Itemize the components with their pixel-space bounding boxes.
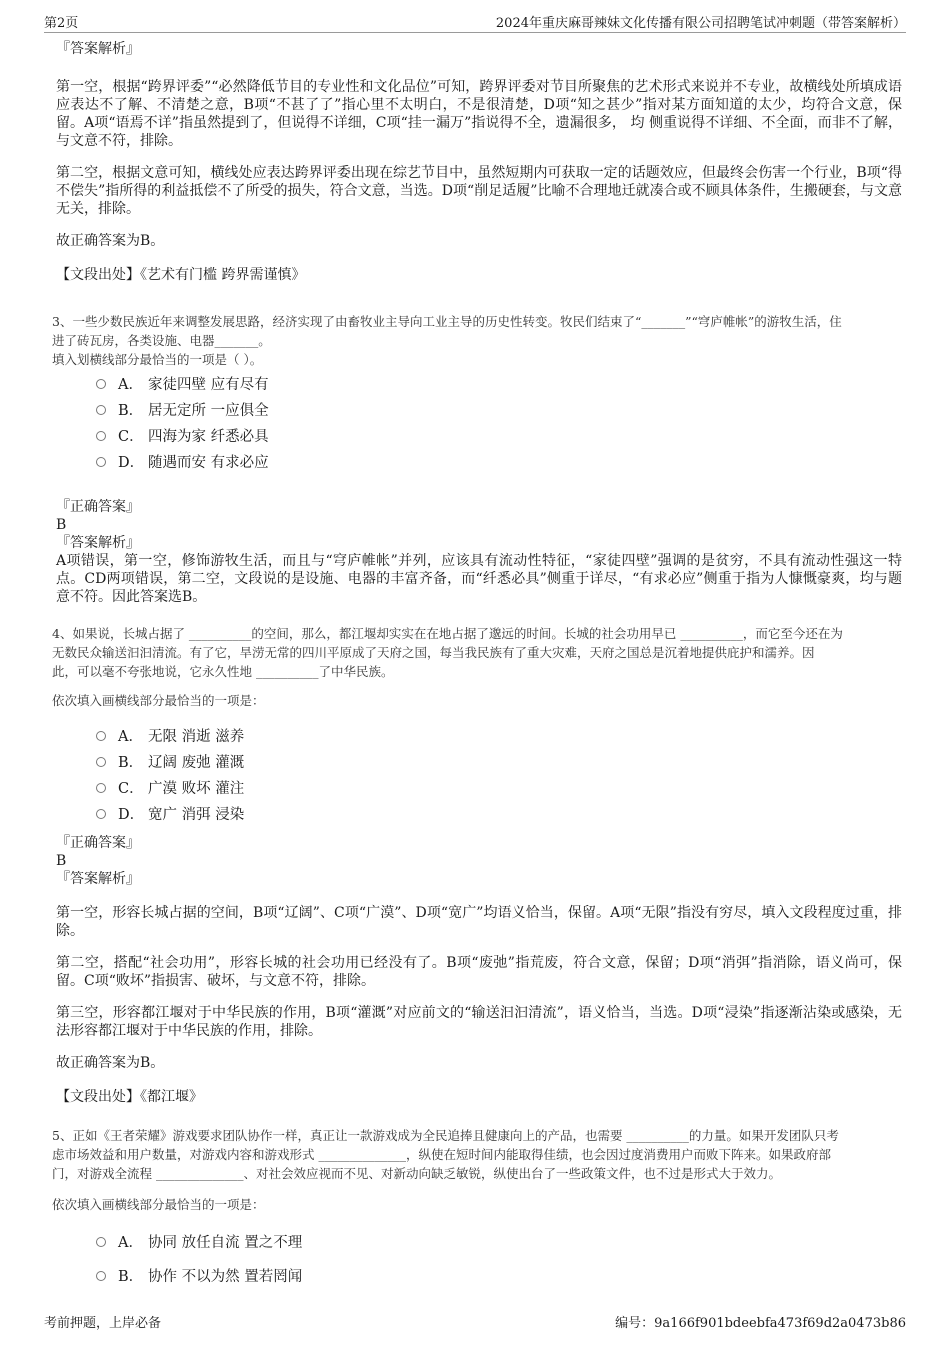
q3-option-d[interactable]: D． 随遇而安 有求必应 (96, 450, 902, 476)
document-title: 2024年重庆麻哥辣妹文化传播有限公司招聘笔试冲刺题（带答案解析） (495, 16, 906, 31)
q4-analysis-p1: 第一空，形容长城占据的空间，B项“辽阔”、C项“广漠”、D项“宽广”均语义恰当，保留。A项“无限”指没有穷尽，填入文段程度过重，排除。 (56, 905, 902, 939)
radio-icon[interactable] (96, 757, 106, 767)
q4-option-c[interactable]: C． 广漠 败坏 灌注 (96, 776, 902, 802)
q5-stem-line2: 虑市场效益和用户数量，对游戏内容和游戏形式 ______________，纵使在短时间内能取得佳绩，也会因过度消费用户而败下阵来。如果政府部 (52, 1147, 831, 1162)
q4-analysis-label: 『答案解析』 (56, 871, 140, 887)
q3-answer-label: 『正确答案』 (56, 499, 140, 515)
q4-stem-line1: 4、如果说，长城占据了 __________的空间，那么，都江堰却实实在在地占据了邈远的时间。长城的社会功用早已 __________，而它至今还在为 (52, 626, 843, 641)
q3-option-c[interactable]: C． 四海为家 纤悉必具 (96, 424, 902, 450)
q4-option-d[interactable]: D． 宽广 消弭 浸染 (96, 802, 902, 828)
radio-icon[interactable] (96, 405, 106, 415)
page-header (44, 10, 906, 33)
q2-analysis-label: 『答案解析』 (56, 41, 140, 57)
radio-icon[interactable] (96, 1237, 106, 1247)
q5-option-a[interactable]: A． 协同 放任自流 置之不理 (96, 1230, 902, 1264)
q3-stem-line1: 3、一些少数民族近年来调整发展思路，经济实现了由畜牧业主导向工业主导的历史性转变。牧民们结束了“_______”“穹庐帷帐”的游牧生活，住 (52, 314, 842, 329)
q4-conclusion: 故正确答案为B。 (56, 1055, 165, 1071)
q4-answer: B (56, 853, 67, 869)
question-4 (52, 624, 902, 1106)
q2-conclusion: 故正确答案为B。 (56, 233, 165, 249)
radio-icon[interactable] (96, 809, 106, 819)
question-5 (52, 1126, 902, 1290)
footer-slogan: 考前押题，上岸必备 (44, 1316, 162, 1331)
q4-stem-line3: 此，可以毫不夸张地说，它永久性地 __________了中华民族。 (52, 664, 394, 679)
q3-option-b[interactable]: B． 居无定所 一应俱全 (96, 398, 902, 424)
q5-option-b[interactable]: B． 协作 不以为然 置若罔闻 (96, 1264, 902, 1290)
q4-option-b[interactable]: B． 辽阔 废弛 灌溉 (96, 750, 902, 776)
q5-prompt: 依次填入画横线部分最恰当的一项是： (52, 1197, 265, 1212)
q4-prompt: 依次填入画横线部分最恰当的一项是： (52, 693, 265, 708)
q5-stem-line1: 5、正如《王者荣耀》游戏要求团队协作一样，真正让一款游戏成为全民追捧且健康向上的产品，也需要 __________的力量。如果开发团队只考 (52, 1128, 839, 1143)
radio-icon[interactable] (96, 731, 106, 741)
q3-options (96, 372, 902, 476)
q4-stem-line2: 无数民众输送汩汩清流。有了它，旱涝无常的四川平原成了天府之国，每当我民族有了重大灾难，天府之国总是沉着地提供庇护和濡养。因 (52, 645, 815, 660)
radio-icon[interactable] (96, 431, 106, 441)
q3-answer: B (56, 517, 67, 533)
question-3 (52, 312, 902, 606)
q3-analysis: A项错误，第一空，修饰游牧生活，而且与“穹庐帷帐”并列，应该具有流动性特征，“家徒四壁”强调的是贫穷，不具有流动性强这一特点。CD两项错误，第二空，文段说的是设施、电器的丰富齐备，而“纤悉必具”侧重于详尽，“有求必应”侧重于指为人慷慨豪爽，均与题意不符。因此答案选B。 (56, 553, 902, 605)
q2-analysis-p1: 第一空，根据“跨界评委”“必然降低节目的专业性和文化品位”可知，跨界评委对节目所聚焦的艺术形式来说并不专业，故横线处所填成语应表达不了解、不清楚之意，B项“不甚了了”指心里不太明白，不是很清楚，D项“知之甚少”指对某方面知道的太少，均符合文意，保留。A项“语焉不详”指虽然提到了，但说得不详细，C项“挂一漏万”指说得不全，遗漏很多， 均 侧重说得不详细、不全面，而非不了解，与文意不符，排除。 (56, 79, 902, 149)
q2-source: 【文段出处】《艺术有门槛 跨界需谨慎》 (56, 267, 306, 283)
page-content (52, 40, 902, 1290)
q4-options (96, 724, 902, 828)
q3-analysis-label: 『答案解析』 (56, 535, 140, 551)
radio-icon[interactable] (96, 379, 106, 389)
q3-stem-line2: 进了砖瓦房，各类设施、电器_______。 (52, 333, 271, 348)
q4-option-a[interactable]: A． 无限 消逝 滋养 (96, 724, 902, 750)
q2-analysis-p2: 第二空，根据文意可知，横线处应表达跨界评委出现在综艺节目中，虽然短期内可获取一定的话题效应，但最终会伤害一个行业，B项“得不偿失”指所得的利益抵偿不了所受的损失，符合文意，当选。D项“削足适履”比喻不合理地迁就凑合或不顾具体条件，生搬硬套，与文意无关，排除。 (56, 165, 902, 217)
q5-options (96, 1230, 902, 1290)
q4-analysis-p2: 第二空，搭配“社会功用”，形容长城的社会功用已经没有了。B项“废弛”指荒废，符合文意，保留；D项“消弭”指消除，语义尚可，保留。C项“败坏”指损害、破坏，与文意不符，排除。 (56, 955, 902, 989)
radio-icon[interactable] (96, 457, 106, 467)
page-number: 第2页 (44, 16, 79, 31)
q5-stem-line3: 门，对游戏全流程 ______________、对社会效应视而不见、对新动向缺乏敏锐，纵使出台了一些政策文件，也不过是形式大于效力。 (52, 1166, 781, 1181)
q4-answer-label: 『正确答案』 (56, 835, 140, 851)
document-id: 编号：9a166f901bdeebfa473f69d2a0473b86 (615, 1316, 906, 1331)
radio-icon[interactable] (96, 1271, 106, 1281)
q3-option-a[interactable]: A． 家徒四壁 应有尽有 (96, 372, 902, 398)
q3-prompt: 填入划横线部分最恰当的一项是（ ）。 (52, 352, 263, 367)
q4-source: 【文段出处】《都江堰》 (56, 1089, 203, 1105)
radio-icon[interactable] (96, 783, 106, 793)
q4-analysis-p3: 第三空，形容都江堰对于中华民族的作用，B项“灌溉”对应前文的“输送汩汩清流”，语义恰当，当选。D项“浸染”指逐渐沾染或感染，无法形容都江堰对于中华民族的作用，排除。 (56, 1005, 902, 1039)
